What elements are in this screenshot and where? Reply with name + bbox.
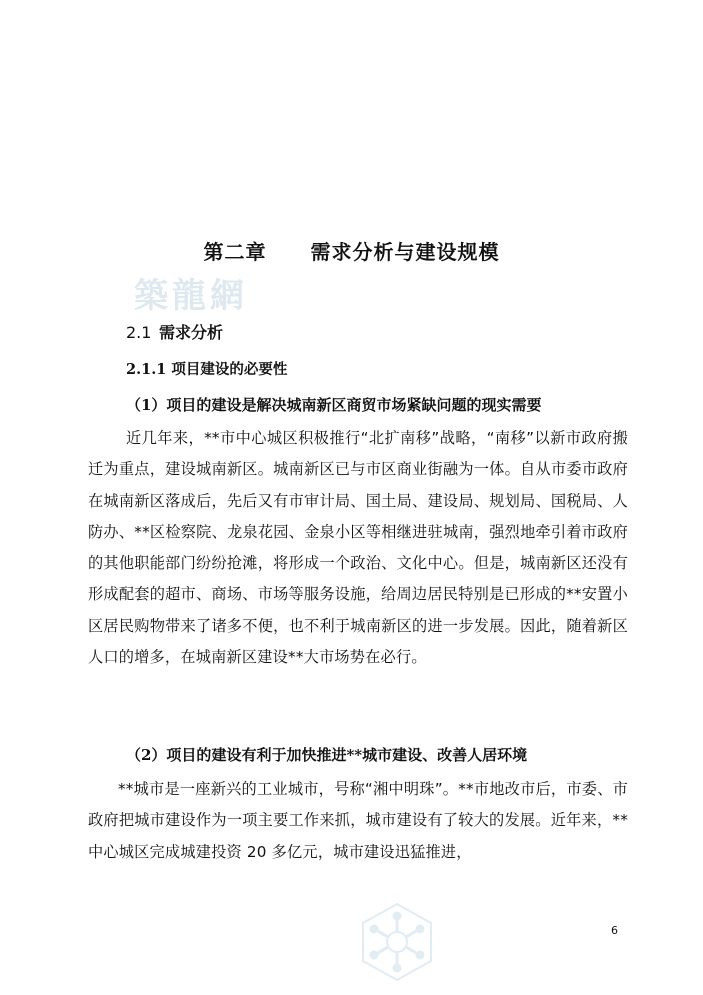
chapter-label: 第二章 — [203, 240, 267, 264]
item-1-body: 近几年来，**市中心城区积极推行“北扩南移”战略，“南移”以新市政府搬迁为重点，建设城南新区。城南新区已与市区商业街融为一体。自从市委市政府在城南新区落成后，先后又有市审计局、国土局、建设局、规划局、国税局、人防办、**区检察院、龙泉花园、金泉小区等相继进驻城南，强烈地牵引着市政府的其他职能部门纷纷抢滩，将形成一个政治、文化中心。但是，城南新区还没有形成配套的超市、商场、市场等服务设施，给周边居民特别是已形成的**安置小区居民购物带来了诸多不便，也不利于城南新区的进一步发展。因此，随着新区人口的增多，在城南新区建设**大市场势在必行。 — [88, 429, 628, 667]
section-number: 2.1 — [126, 323, 152, 342]
watermark-text: 築龍網 — [134, 276, 248, 316]
section-title: 需求分析 — [159, 323, 224, 342]
item-2-body: **城市是一座新兴的工业城市，号称“湘中明珠”。**市地改市后，市委、市政府把城市建设作为一项主要工作来抓，城市建设有了较大的发展。近年来，**中心城区完成城建投资 20 多亿元，城市建设迅猛推进， — [88, 780, 628, 861]
chapter-title — [0, 236, 703, 265]
item-2-heading: （2）项目的建设有利于加快推进**城市建设、改善人居环境 — [126, 746, 528, 764]
section-heading — [126, 320, 223, 343]
item-1-heading: （1）项目的建设是解决城南新区商贸市场紧缺问题的现实需要 — [126, 396, 542, 414]
page-number: 6 — [611, 924, 618, 937]
subsection-heading: 2.1.1 项目建设的必要性 — [126, 361, 288, 378]
chapter-name: 需求分析与建设规模 — [310, 240, 500, 264]
watermark-logo-icon — [357, 902, 437, 982]
